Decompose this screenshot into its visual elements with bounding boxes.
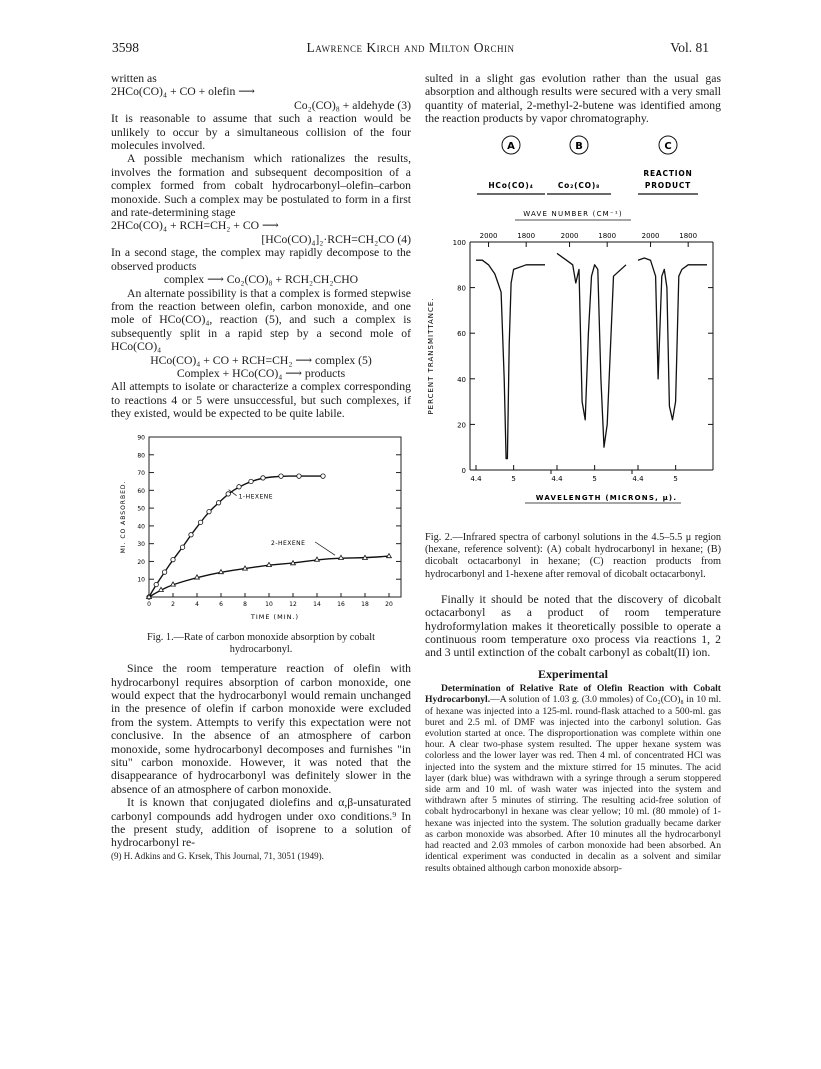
equation-complex: complex ⟶ Co₂(CO)₈ + RCH₂CH₂CHO (163, 273, 359, 287)
x-tick-label: 5 (673, 474, 678, 483)
experimental-heading: Determination of Relative Rate of Olefin Reaction with Cobalt Hydrocarbonyl. (425, 683, 721, 706)
x-tick-label: 4.4 (470, 474, 482, 483)
paragraph: Since the room temperature reaction of olefin with hydrocarbonyl requires absorption of carbon monoxide, one would expect that the hydrocarbonyl would remain unchanged in the presence of olefin if carbon monoxide were excluded from the system. Attempts to verify this expectation were not conclusive. In the absence of an atmosphere of carbon monoxide, some hydrocarbonyl decomposes and furnishes "in situ" carbon monoxide. However, it was noted that the disappearance of hydrocarbonyl was definitely slower in the absence of an atmosphere of carbon monoxide. (111, 662, 411, 796)
y-tick-label: 30 (137, 540, 145, 548)
top-tick-label: 2000 (641, 231, 660, 240)
x-tick-label: 4.4 (632, 474, 644, 483)
series-line-1-hexene (149, 476, 323, 597)
paragraph: An alternate possibility is that a complex is formed stepwise from the reaction between olefin, carbon monoxide, and one mole of HCo(CO)₄, reaction (5), and such a complex is subsequently split in a rapid step by a second mole of HCo(CO)₄ (111, 286, 411, 354)
right-column (425, 72, 721, 874)
equation-5-line1: HCo(CO)₄ + CO + RCH=CH₂ ⟶ complex (5) (150, 353, 372, 367)
plot-frame (149, 437, 401, 597)
left-column (111, 72, 411, 863)
equation-3-line1: 2HCo(CO)₄ + CO + olefin ⟶ (111, 85, 256, 99)
x-tick-label: 16 (337, 600, 345, 608)
y-tick-label: 50 (137, 505, 145, 513)
x-tick-label: 12 (289, 600, 297, 608)
y-tick-label: 60 (457, 329, 466, 338)
paragraph: sulted in a slight gas evolution rather than the usual gas absorption and although results were secured with a very small quantity of material, 2-methyl-2-butene was identified among the reaction products by vapor chromatography. (425, 72, 721, 126)
series-label: 1-HEXENE (238, 493, 274, 501)
x-tick-label: 10 (265, 600, 273, 608)
y-tick-label: 70 (137, 469, 145, 477)
figure-1-chart (111, 429, 411, 629)
panel-title: PRODUCT (644, 180, 692, 190)
panel-badge-letter: C (664, 140, 672, 152)
panel-title: Co₂(CO)₈ (557, 180, 601, 190)
top-tick-label: 2000 (479, 231, 498, 240)
panel-title: HCo(CO)₄ (488, 180, 534, 190)
data-point (216, 500, 220, 504)
y-tick-label: 20 (457, 421, 466, 430)
spectrum-line-b (557, 253, 626, 447)
y-tick-label: 60 (137, 487, 145, 495)
x-axis-label: TIME (MIN.) (250, 612, 300, 621)
spectrum-line-a (476, 260, 545, 458)
top-tick-label: 1800 (517, 231, 536, 240)
data-point (249, 479, 253, 483)
panel-badge-letter: A (507, 140, 515, 152)
paragraph: It is reasonable to assume that such a reaction would be unlikely to occur by a simultaneous collision of the four molecules involved. (111, 112, 411, 153)
paragraph: A possible mechanism which rationalizes the results, involves the formation and subsequent decomposition of a complex formed from cobalt hydrocarbonyl–olefin–carbon monoxide. Such a complex may be postulated to form in a first and rate-determining stage (111, 152, 411, 220)
x-tick-label: 5 (511, 474, 516, 483)
top-tick-label: 1800 (679, 231, 698, 240)
x-tick-label: 5 (592, 474, 597, 483)
text-line: written as (111, 72, 157, 85)
y-tick-label: 20 (137, 558, 145, 566)
data-point (180, 545, 184, 549)
volume-label: Vol. 81 (670, 40, 709, 55)
panel-title: REACTION (643, 168, 693, 178)
y-tick-label: 90 (137, 434, 145, 442)
x-axis-label: WAVELENGTH (MICRONS, μ). (535, 493, 678, 502)
y-tick-label: 40 (137, 522, 145, 530)
page-number: 3598 (112, 40, 139, 55)
x-tick-label: 2 (171, 600, 175, 608)
x-tick-label: 6 (219, 600, 223, 608)
data-point (189, 532, 193, 536)
series-label: 2-HEXENE (271, 539, 306, 547)
x-tick-label: 14 (313, 600, 321, 608)
equation-3-line2: Co₂(CO)₈ + aldehyde (3) (294, 98, 411, 112)
experimental-body: —A solution of 1.03 g. (3.0 mmoles) of Co₂(CO)₈ in 10 ml. of hexane was injected into a 125-ml. round-flask attached to a 500-ml. gas buret and 2.5 ml. of DMF was injected into the carbonyl solution. Gas evolution started at once. The disproportionation was complete within one hour. A clear two-phase system resulted. The upper hexane system was colorless and the lower layer was red. Then 4 ml. of concentrated HCl was injected into the system and the mixture stirred for 15 minutes. The acid layer (dark blue) was withdrawn with a syringe through a serum stoppered side arm and 10 ml. of wash water was injected into the system and withdrawn after 5 minutes of stirring. The resulting acid-free solution of cobalt hydrocarbonyl in hexane was clear yellow; 10 ml. (80 mmole) of 1-hexane was injected into the system. The solution gradually became darker as carbon monoxide was absorbed. After 10 minutes all the hydrocarbonyl had reacted and 2.03 mmoles of carbon monoxide had been absorbed. An identical experiment was conducted in decalin as a solvent and similar results obtained although carbon monoxide absorp- (425, 694, 721, 874)
data-point (162, 569, 166, 573)
y-tick-label: 80 (457, 284, 466, 293)
y-tick-label: 40 (457, 375, 466, 384)
x-tick-label: 4.4 (551, 474, 563, 483)
x-tick-label: 18 (361, 600, 369, 608)
data-point (321, 473, 325, 477)
data-point (297, 473, 301, 477)
running-header (112, 40, 709, 60)
x-tick-label: 20 (385, 600, 393, 608)
y-tick-label: 100 (452, 238, 466, 247)
experimental-paragraph (425, 683, 721, 873)
x-tick-label: 0 (147, 600, 151, 608)
paragraph: In a second stage, the complex may rapidly decompose to the observed products (111, 246, 411, 273)
figure-2-chart (425, 130, 721, 530)
data-point (207, 509, 211, 513)
label-leader (315, 541, 335, 554)
data-point (198, 520, 202, 524)
y-axis-label: PERCENT TRANSMITTANCE. (427, 297, 435, 415)
y-axis-label: MI. CO ABSORBED. (120, 480, 127, 553)
paragraph: Finally it should be noted that the discovery of dicobalt octacarbonyl as a product of room temperature hydroformylation makes it theoretically possible to operate a continuous room temperature oxo process via reactions 1, 2 and 3 until extinction of the cobalt carbonyl as cobalt(II) ion. (425, 592, 721, 660)
y-tick-label: 10 (137, 576, 145, 584)
data-point (279, 473, 283, 477)
equation-4-line1: 2HCo(CO)₄ + RCH=CH₂ + CO ⟶ (111, 219, 279, 233)
spectrum-line-c (638, 258, 707, 420)
data-point (226, 491, 230, 495)
paragraph: It is known that conjugated diolefins and α,β-unsaturated carbonyl compounds add hydrogen under oxo conditions.⁹ In the present study, addition of isoprene to a solution of hydrocarbonyl re- (111, 796, 411, 850)
equation-4-line2: [HCo(CO)₄]₂·RCH=CH₂CO (4) (261, 232, 411, 246)
top-axis-label: WAVE NUMBER (CM⁻¹) (523, 209, 623, 218)
paragraph: All attempts to isolate or characterize a complex corresponding to reactions 4 or 5 were unsuccessful, but such complexes, if they existed, would be expected to be quite labile. (111, 380, 411, 421)
x-tick-label: 4 (195, 600, 199, 608)
x-tick-label: 8 (243, 600, 247, 608)
data-point (237, 484, 241, 488)
figure-2-caption: Fig. 2.—Infrared spectra of carbonyl solutions in the 4.5–5.5 μ region (hexane, reference solvent): (A) cobalt hydrocarbonyl in hexane; (B) dicobalt octacarbonyl in hexane; (C) reaction products from hydrocarbonyl and 1-hexene after removal of dicobalt octacarbonyl. (425, 531, 721, 580)
y-tick-label: 80 (137, 451, 145, 459)
data-point (261, 475, 265, 479)
equation-5-line2: Complex + HCo(CO)₄ ⟶ products (176, 366, 346, 380)
top-tick-label: 2000 (560, 231, 579, 240)
data-point (154, 582, 158, 586)
figure-1-caption: Fig. 1.—Rate of carbon monoxide absorption by cobalt hydrocarbonyl. (147, 631, 375, 655)
footnote: (9) H. Adkins and G. Krsek, This Journal, 71, 3051 (1949). (111, 850, 324, 861)
data-point (171, 557, 175, 561)
y-tick-label: 0 (461, 466, 466, 475)
section-title: Experimental (538, 666, 608, 681)
panel-badge-letter: B (575, 140, 583, 152)
top-tick-label: 1800 (598, 231, 617, 240)
running-title: Lawrence Kirch and Milton Orchin (306, 40, 515, 55)
